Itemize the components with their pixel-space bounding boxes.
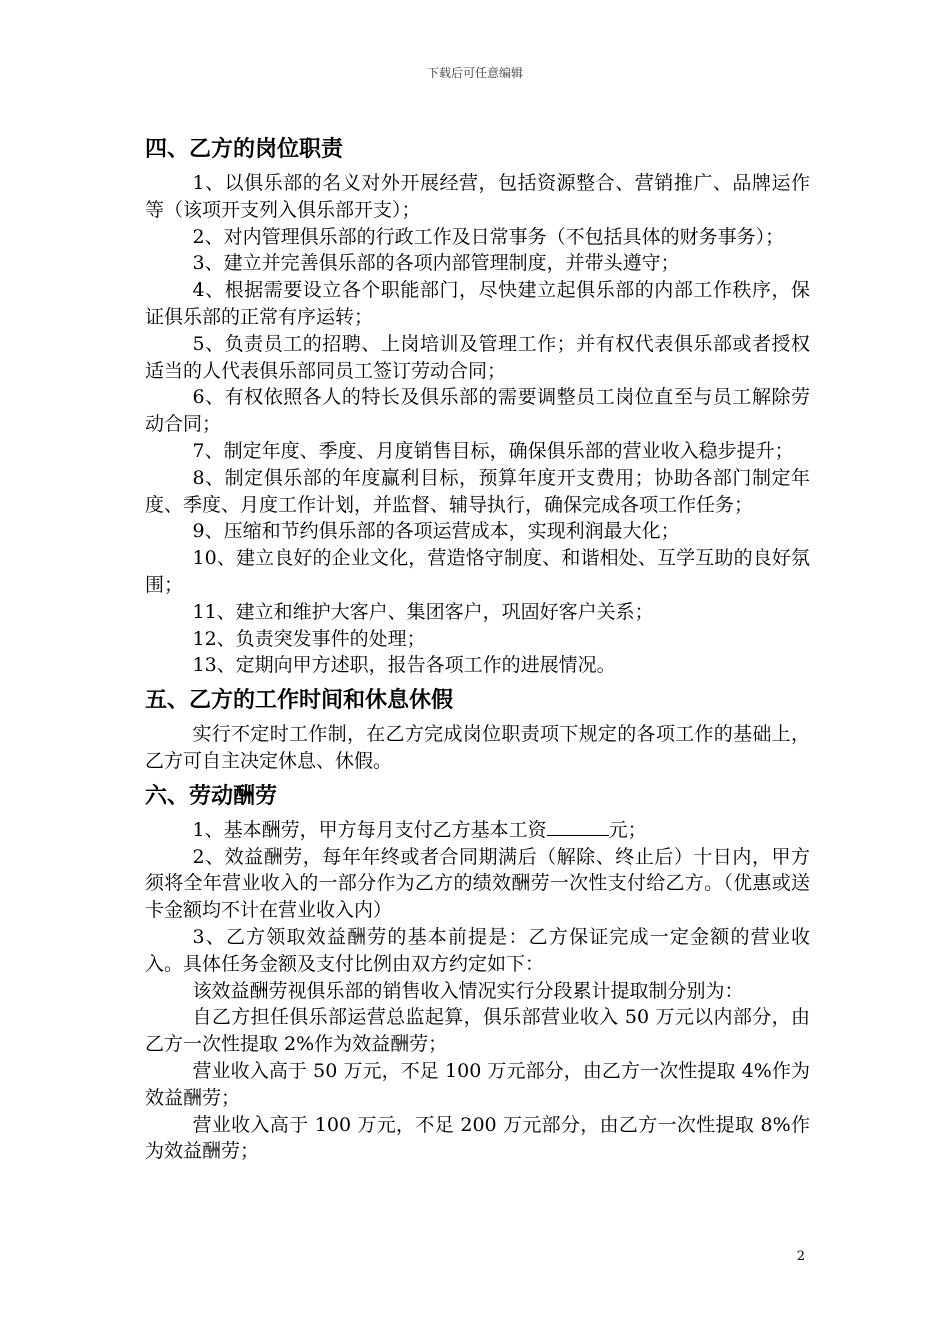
section-title-duties: 四、乙方的岗位职责 — [145, 137, 344, 162]
list-item: 6、有权依照各人的特长及俱乐部的需要调整员工岗位直至与员工解除劳动合同； — [145, 386, 810, 436]
page-number: 2 — [796, 1249, 805, 1264]
list-item: 1、以俱乐部的名义对外开展经营，包括资源整合、营销推广、品牌运作等（该项开支列入俱乐部开支）； — [145, 172, 810, 221]
list-item: 3、乙方领取效益酬劳的基本前提是：乙方保证完成一定金额的营业收入。具体任务金额及支付比例由双方约定如下： — [145, 925, 810, 975]
list-item: 4、根据需要设立各个职能部门，尽快建立起俱乐部的内部工作秩序，保证俱乐部的正常有序运转； — [145, 279, 810, 328]
section-title-work-time: 五、乙方的工作时间和休息休假 — [145, 688, 454, 714]
list-item: 5、负责员工的招聘、上岗培训及管理工作；并有权代表俱乐部或者授权适当的人代表俱乐部同员工签订劳动合同； — [145, 332, 810, 382]
section-paragraph: 该效益酬劳视俱乐部的销售收入情况实行分段累计提取制分别为： — [192, 979, 744, 1002]
list-item: 13、定期向甲方述职，报告各项工作的进展情况。 — [192, 654, 616, 677]
list-item: 12、负责突发事件的处理； — [192, 627, 426, 650]
list-item: 11、建立和维护大客户、集团客户，巩固好客户关系； — [192, 600, 654, 623]
salary-blank-field — [547, 817, 609, 836]
list-item: 10、建立良好的企业文化，营造恪守制度、和谐相处、互学互助的良好氛围； — [145, 547, 810, 596]
section-paragraph: 营业收入高于 50 万元，不足 100 万元部分，由乙方一次性提取 4%作为效益酬劳； — [145, 1059, 810, 1109]
base-salary-unit: 元； — [608, 818, 647, 841]
section-paragraph: 自乙方担任俱乐部运营总监起算，俱乐部营业收入 50 万元以内部分，由乙方一次性提取 2%作为效益酬劳； — [145, 1006, 810, 1056]
list-item — [145, 817, 810, 844]
list-item: 9、压缩和节约俱乐部的各项运营成本，实现利润最大化； — [192, 520, 680, 543]
list-item: 7、制定年度、季度、月度销售目标，确保俱乐部的营业收入稳步提升； — [192, 439, 794, 462]
page-header-note: 下载后可任意编辑 — [426, 66, 523, 80]
section-title-remuneration: 六、劳动酬劳 — [145, 783, 278, 809]
list-item: 3、建立并完善俱乐部的各项内部管理制度，并带头遵守； — [192, 252, 680, 275]
base-salary-text: 1、基本酬劳，甲方每月支付乙方基本工资 — [192, 818, 547, 841]
section-paragraph: 实行不定时工作制，在乙方完成岗位职责项下规定的各项工作的基础上，乙方可自主决定休息、休假。 — [145, 723, 810, 772]
list-item: 2、效益酬劳，每年年终或者合同期满后（解除、终止后）十日内，甲方须将全年营业收入的一部分作为乙方的绩效酬劳一次性支付给乙方。（优惠或送卡金额均不计在营业收入内） — [145, 845, 810, 922]
list-item: 8、制定俱乐部的年度赢利目标，预算年度开支费用；协助各部门制定年度、季度、月度工作计划，并监督、辅导执行，确保完成各项工作任务； — [145, 466, 810, 516]
section-paragraph: 营业收入高于 100 万元，不足 200 万元部分，由乙方一次性提取 8%作为效益酬劳； — [145, 1113, 810, 1163]
document-body — [145, 132, 810, 1165]
list-item: 2、对内管理俱乐部的行政工作及日常事务（不包括具体的财务事务）； — [192, 225, 785, 248]
